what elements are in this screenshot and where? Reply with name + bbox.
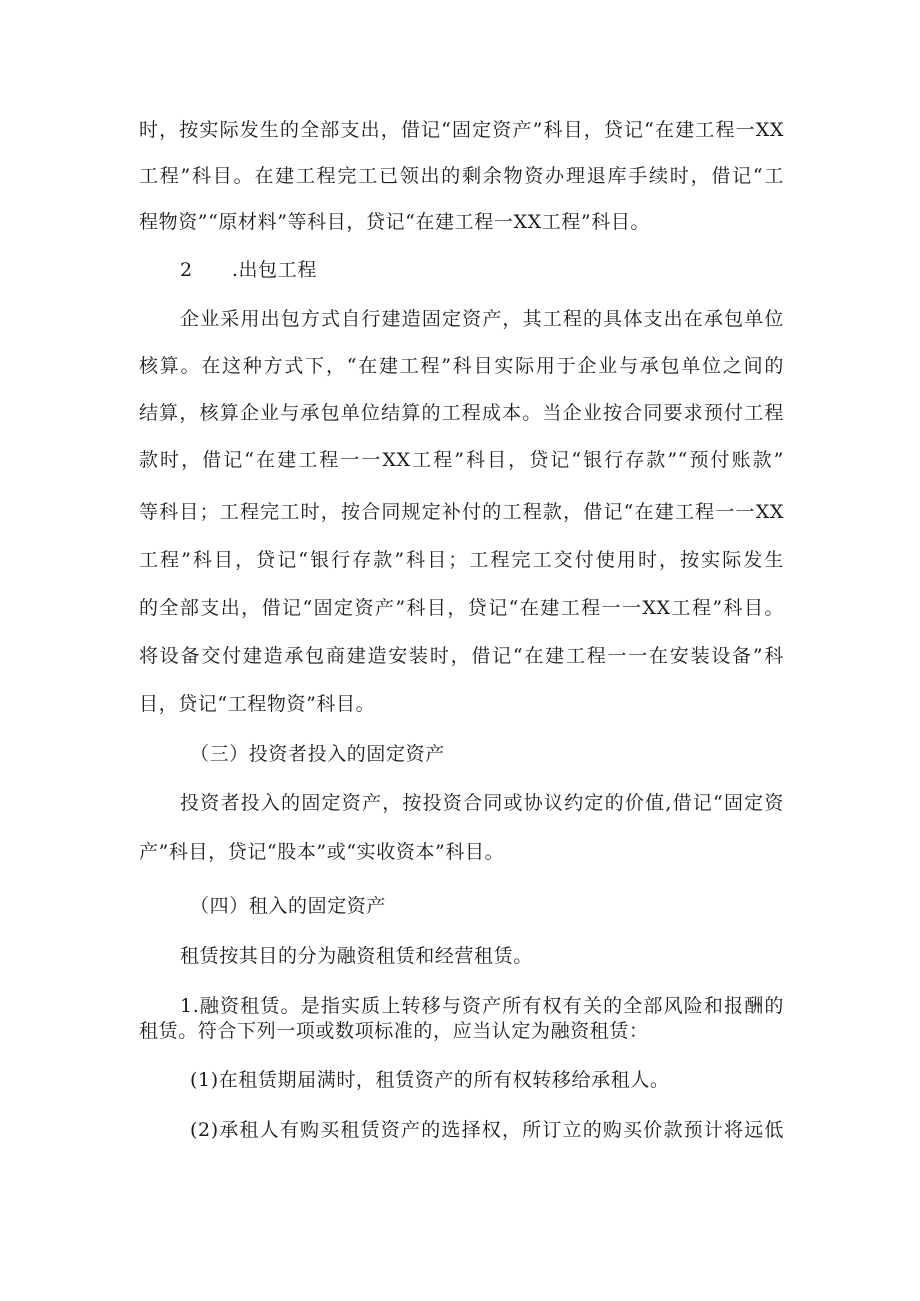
text-line: 款时，借记“在建工程一一XX工程”科目，贷记“银行存款”“预付账款”: [139, 449, 784, 471]
text-line: 将设备交付建造承包商建造安装时，借记“在建工程一一在安装设备”科: [139, 645, 784, 667]
list-item: (2)承租人有购买租赁资产的选择权，所订立的购买价款预计将远低: [190, 1119, 784, 1141]
list-item: (1)在租赁期届满时，租赁资产的所有权转移给承租人。: [190, 1069, 670, 1091]
text-line: 工程”科目。在建工程完工已领出的剩余物资办理退库手续时，借记“工: [139, 165, 784, 187]
text-line: 时，按实际发生的全部支出，借记“固定资产”科目，贷记“在建工程一XX: [139, 119, 784, 141]
text-line: 结算，核算企业与承包单位结算的工程成本。当企业按合同要求预付工程: [139, 402, 784, 424]
text-line: 工程”科目，贷记“银行存款”科目；工程完工交付使用时，按实际发生: [139, 549, 784, 571]
text-line: 程物资”“原材料”等科目，贷记“在建工程一XX工程”科目。: [139, 211, 651, 233]
text-line: 投资者投入的固定资产，按投资合同或协议约定的价值,借记“固定资: [180, 792, 784, 814]
text-line: 1.融资租赁。是指实质上转移与资产所有权有关的全部风险和报酬的: [180, 995, 784, 1017]
text-line: 租赁按其目的分为融资租赁和经营租赁。: [180, 945, 533, 967]
text-line: 等科目；工程完工时，按合同规定补付的工程款，借记“在建工程一一XX: [139, 501, 784, 523]
section-heading: （四）租入的固定资产: [190, 895, 387, 917]
text-line: 的全部支出，借记“固定资产”科目，贷记“在建工程一一XX工程”科目。: [139, 597, 784, 619]
text-line: 目，贷记“工程物资”科目。: [139, 693, 376, 715]
section-heading: （三）投资者投入的固定资产: [190, 743, 445, 765]
text-line: 企业采用出包方式自行建造固定资产，其工程的具体支出在承包单位: [180, 308, 784, 330]
section-heading: 2 .出包工程: [180, 259, 317, 281]
text-line: 核算。在这种方式下，“在建工程”科目实际用于企业与承包单位之间的: [139, 355, 784, 377]
text-line: 产”科目，贷记“股本”或“实收资本”科目。: [139, 841, 505, 863]
text-line: 租赁。符合下列一项或数项标准的，应当认定为融资租赁：: [139, 1020, 649, 1042]
